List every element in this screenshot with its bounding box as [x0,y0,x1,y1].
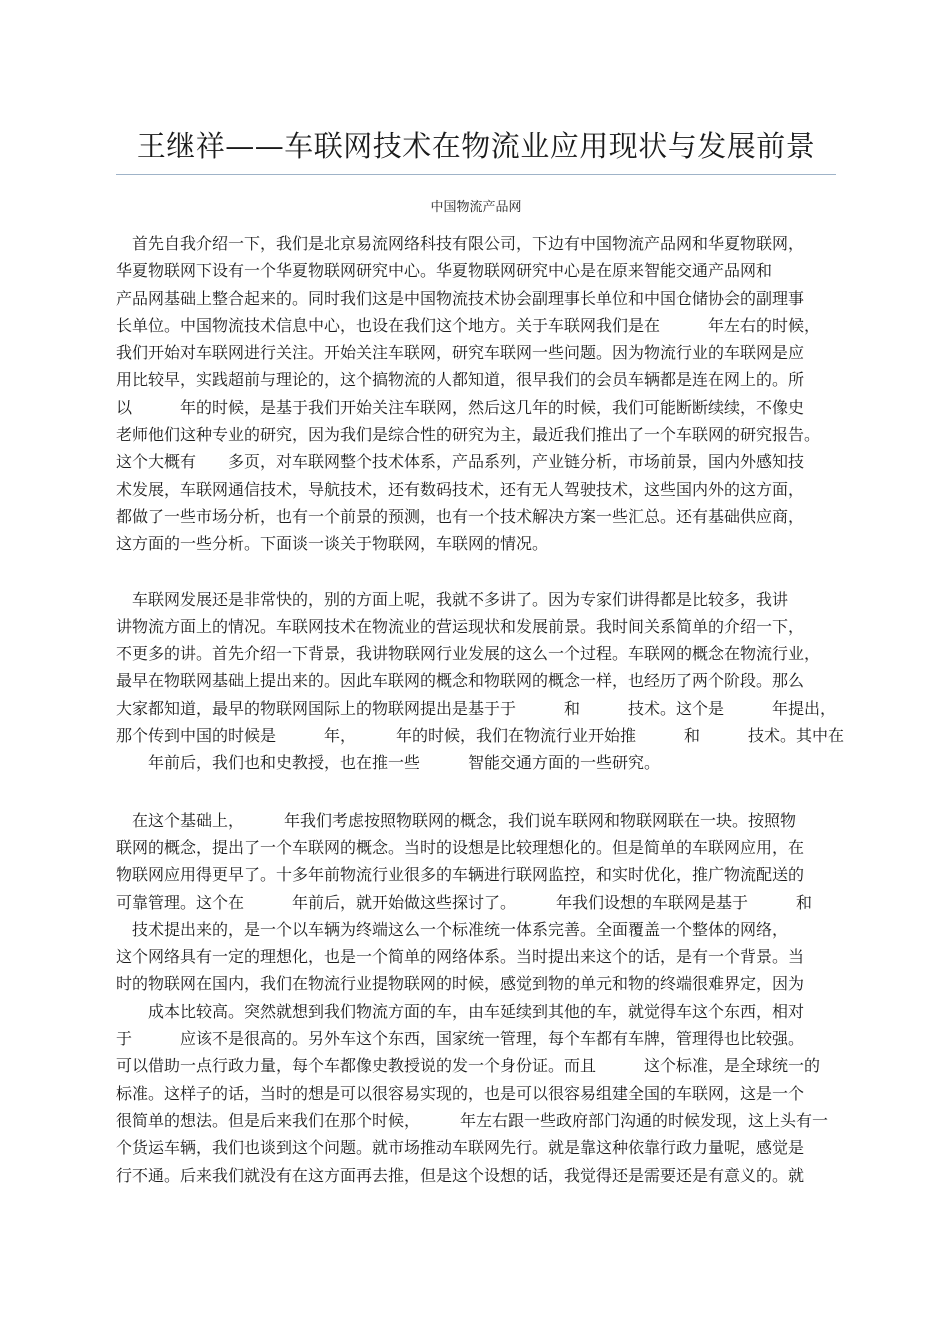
paragraph-3 [116,807,842,1189]
text-line: 于 应该不是很高的。另外车这个东西，国家统一管理，每个车都有车牌，管理得也比较强。 [116,1029,805,1049]
text-line: 在这个基础上， 年我们考虑按照物联网的概念，我们说车联网和物联网联在一块。按照物 [116,810,797,830]
text-line: 不更多的讲。首先介绍一下背景，我讲物联网行业发展的这么一个过程。车联网的概念在物流行业， [116,644,821,664]
text-line: 那个传到中国的时候是 年， 年的时候，我们在物流行业开始推 和 技术。其中在 [116,726,845,746]
text-line: 成本比较高。突然就想到我们物流方面的车，由车延续到其他的车，就觉得车这个东西，相对 [116,1001,805,1021]
text-line: 车联网发展还是非常快的，别的方面上呢，我就不多讲了。因为专家们讲得都是比较多，我讲 [116,589,789,609]
text-line: 这个大概有 多页，对车联网整个技术体系，产品系列，产业链分析，市场前景，国内外感知技 [116,452,805,472]
paragraph-1 [116,230,842,558]
text-line: 个货运车辆，我们也谈到这个问题。就市场推动车联网先行。就是靠这种依靠行政力量呢，感觉是 [116,1138,805,1158]
text-line: 讲物流方面上的情况。车联网技术在物流业的营运现状和发展前景。我时间关系简单的介绍一下， [116,616,805,636]
document-title: 王继祥——车联网技术在物流业应用现状与发展前景 [136,129,816,163]
text-line: 时的物联网在国内，我们在物流行业提物联网的时候，感觉到物的单元和物的终端很难界定，因为 [116,974,805,994]
text-line: 都做了一些市场分析，也有一个前景的预测，也有一个技术解决方案一些汇总。还有基础供应商， [116,506,805,526]
text-line: 术发展，车联网通信技术，导航技术，还有数码技术，还有无人驾驶技术，这些国内外的这方面， [116,479,805,499]
text-line: 老师他们这种专业的研究，因为我们是综合性的研究为主，最近我们推出了一个车联网的研究报告。 [116,425,821,445]
text-line: 首先自我介绍一下，我们是北京易流网络科技有限公司，下边有中国物流产品网和华夏物联网， [116,234,805,253]
text-line: 物联网应用得更早了。十多年前物流行业很多的车辆进行联网监控，和实时优化，推广物流配送的 [116,865,805,885]
text-line: 最早在物联网基础上提出来的。因此车联网的概念和物联网的概念一样，也经历了两个阶段。那么 [116,671,805,691]
text-line: 这方面的一些分析。下面谈一谈关于物联网，车联网的情况。 [116,534,549,554]
paragraph-spacer [116,558,842,586]
text-line: 以 年的时候，是基于我们开始关注车联网，然后这几年的时候，我们可能断断续续，不像史 [116,397,805,417]
text-line: 用比较早，实践超前与理论的，这个搞物流的人都知道，很早我们的会员车辆都是连在网上的。所 [116,370,805,390]
text-line: 可以借助一点行政力量，每个车都像史教授说的发一个身份证。而且 这个标准，是全球统一的 [116,1056,821,1076]
text-line: 可靠管理。这个在 年前后，就开始做这些探讨了。 年我们设想的车联网是基于 和 [116,892,813,912]
text-line: 我们开始对车联网进行关注。开始关注车联网，研究车联网一些问题。因为物流行业的车联网是应 [116,343,805,363]
text-line: 技术提出来的，是一个以车辆为终端这么一个标准统一体系完善。全面覆盖一个整体的网络， [116,919,789,939]
paragraph-2 [116,586,845,777]
text-line: 行不通。后来我们就没有在这方面再去推，但是这个设想的话，我觉得还是需要还是有意义的。就 [116,1165,805,1185]
document-body [116,230,845,1189]
text-line: 标准。这样子的话，当时的想是可以很容易实现的，也是可以很容易组建全国的车联网，这是一个 [116,1083,805,1103]
text-line: 产品网基础上整合起来的。同时我们这是中国物流技术协会副理事长单位和中国仓储协会的副理事 [116,288,805,308]
title-divider [116,174,836,175]
text-line: 年前后，我们也和史教授，也在推一些 智能交通方面的一些研究。 [116,753,661,773]
text-line: 这个网络具有一定的理想化，也是一个简单的网络体系。当时提出来这个的话，是有一个背景。当 [116,947,805,967]
text-line: 很简单的想法。但是后来我们在那个时候， 年左右跟一些政府部门沟通的时候发现，这上头有一 [116,1110,829,1130]
text-line: 华夏物联网下设有一个华夏物联网研究中心。华夏物联网研究中心是在原来智能交通产品网和 [116,261,773,281]
document-source: 中国物流产品网 [430,200,522,215]
paragraph-spacer [116,777,842,807]
text-line: 大家都知道，最早的物联网国际上的物联网提出是基于于 和 技术。这个是 年提出， [116,698,837,718]
text-line: 长单位。中国物流技术信息中心，也设在我们这个地方。关于车联网我们是在 年左右的时候， [116,315,821,335]
text-line: 联网的概念，提出了一个车联网的概念。当时的设想是比较理想化的。但是简单的车联网应用，在 [116,837,805,857]
